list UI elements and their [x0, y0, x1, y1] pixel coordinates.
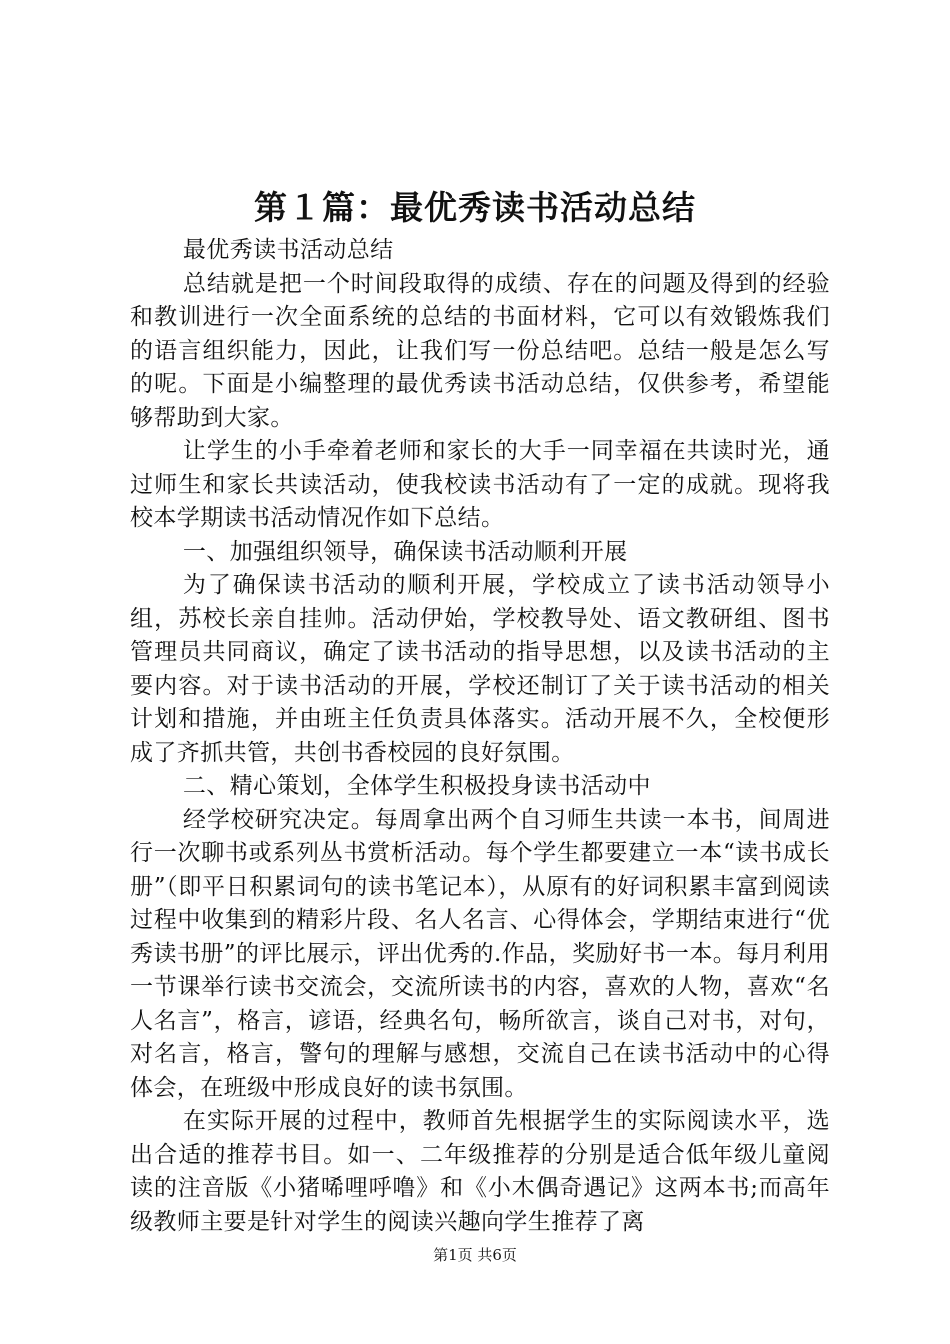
body-paragraph: 经学校研究决定。每周拿出两个自习师生共读一本书，间周进行一次聊书或系列丛书赏析活动。每个学生都要建立一本“读书成长册”（即平日积累词句的读书笔记本），从原有的好词积累丰富到阅读过程中收集到的精彩片段、名人名言、心得体会，学期结束进行“优秀读书册”的评比展示，评出优秀的.作品，奖励好书一本。每月利用一节课举行读书交流会，交流所读书的内容，喜欢的人物，喜欢“名人名言”，格言，谚语，经典名句，畅所欲言，谈自己对书，对句，对名言，格言，警句的理解与感想，交流自己在读书活动中的心得体会，在班级中形成良好的读书氛围。 — [130, 806, 830, 1101]
intro-paragraph: 总结就是把一个时间段取得的成绩、存在的问题及得到的经验和教训进行一次全面系统的总结的书面材料，它可以有效锻炼我们的语言组织能力，因此，让我们写一份总结吧。总结一般是怎么写的呢。下面是小编整理的最优秀读书活动总结，仅供参考，希望能够帮助到大家。 — [130, 270, 830, 431]
section-heading: 二、精心策划，全体学生积极投身读书活动中 — [182, 773, 651, 799]
section-heading: 一、加强组织领导，确保读书活动顺利开展 — [182, 538, 628, 565]
body-paragraph: 为了确保读书活动的顺利开展，学校成立了读书活动领导小组，苏校长亲自挂帅。活动伊始，学校教导处、语文教研组、图书管理员共同商议，确定了读书活动的指导思想，以及读书活动的主要内容。对于读书活动的开展，学校还制订了关于读书活动的相关计划和措施，并由班主任负责具体落实。活动开展不久，全校便形成了齐抓共管，共创书香校园的良好氛围。 — [130, 572, 830, 766]
document-body — [130, 234, 830, 1239]
subtitle-paragraph: 最优秀读书活动总结 — [182, 237, 394, 263]
body-paragraph: 让学生的小手牵着老师和家长的大手一同幸福在共读时光，通过师生和家长共读活动，使我校读书活动有了一定的成就。现将我校本学期读书活动情况作如下总结。 — [130, 438, 830, 531]
body-paragraph: 在实际开展的过程中，教师首先根据学生的实际阅读水平，选出合适的推荐书目。如一、二年级推荐的分别是适合低年级儿童阅读的注音版《小猪唏哩呼噜》和《小木偶奇遇记》这两本书;而高年级教师主要是针对学生的阅读兴趣向学生推荐了离 — [130, 1108, 830, 1235]
page-footer: 第1页 共6页 — [433, 1246, 517, 1264]
document-title: 第１篇：最优秀读书活动总结 — [254, 188, 696, 227]
